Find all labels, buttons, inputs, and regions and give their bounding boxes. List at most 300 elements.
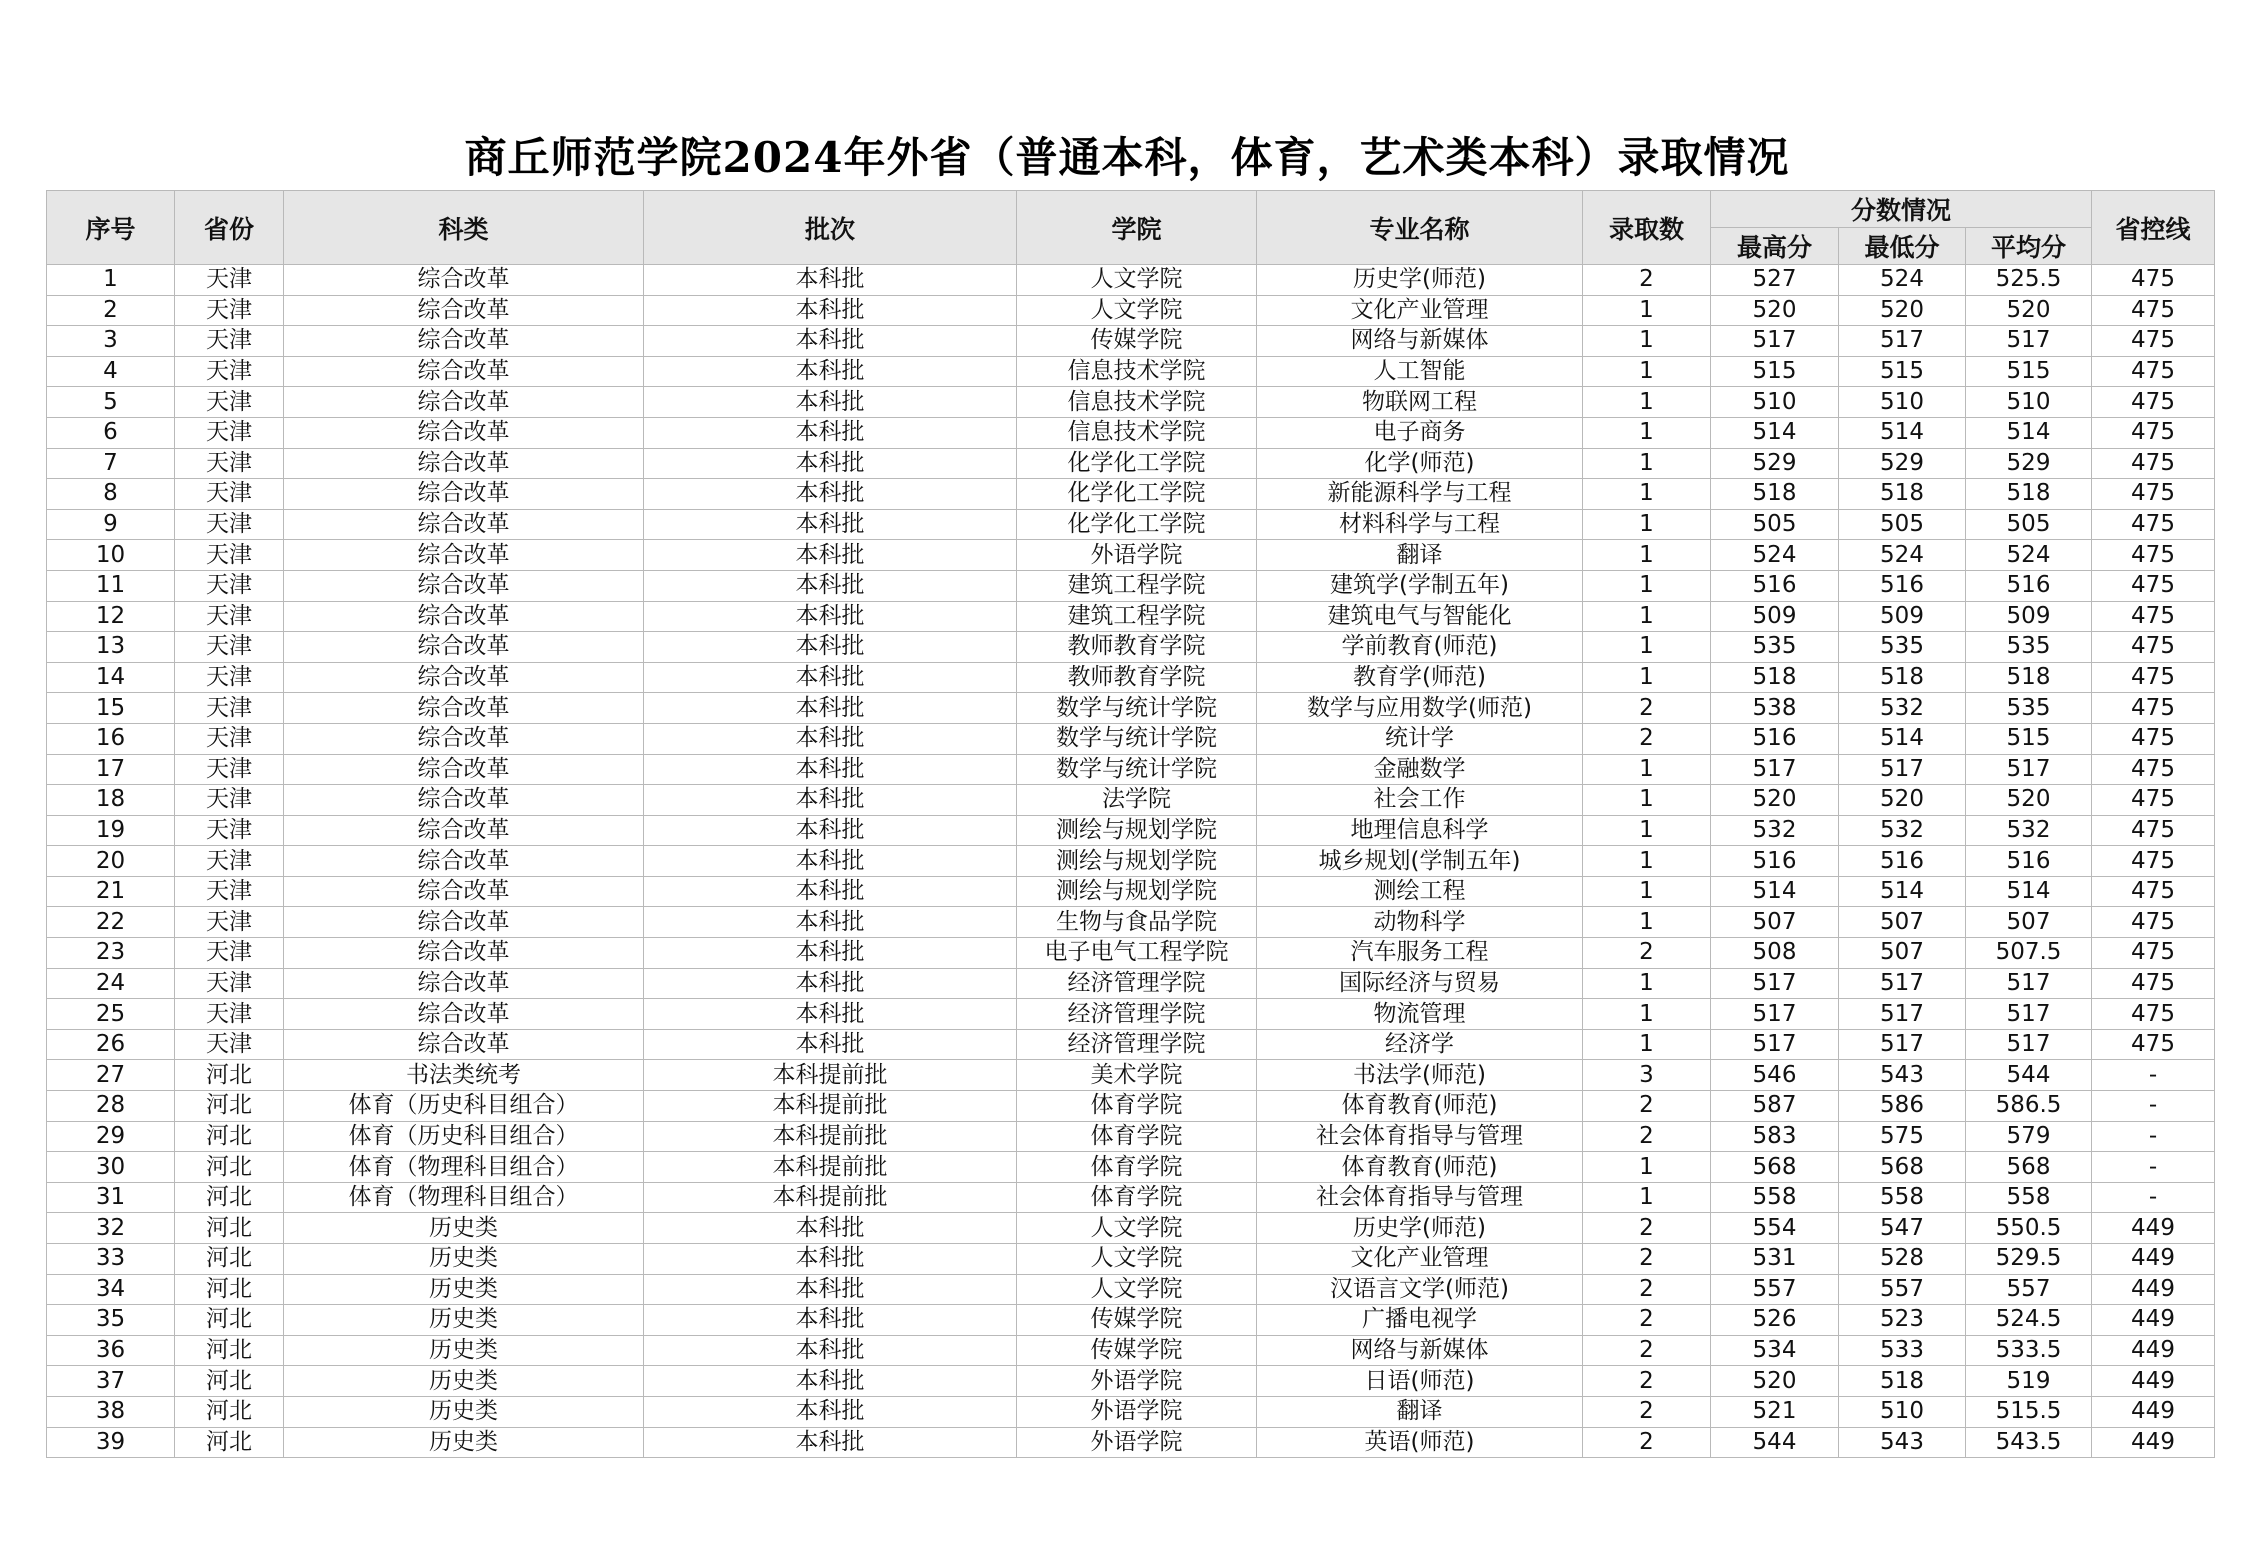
table-row <box>47 938 2215 969</box>
header-min-score: 最低分 <box>1839 228 1966 265</box>
category-cell: 体育（历史科目组合） <box>284 1121 644 1152</box>
max-score-cell: 508 <box>1711 938 1839 969</box>
major-cell: 体育教育(师范) <box>1257 1152 1583 1183</box>
table-row <box>47 1060 2215 1091</box>
college-cell: 测绘与规划学院 <box>1017 846 1257 877</box>
avg-score-cell: 544 <box>1966 1060 2092 1091</box>
control-line-cell: 475 <box>2092 662 2215 693</box>
min-score-cell: 507 <box>1839 938 1966 969</box>
batch-cell: 本科批 <box>644 479 1017 510</box>
major-cell: 翻译 <box>1257 540 1583 571</box>
college-cell: 体育学院 <box>1017 1091 1257 1122</box>
avg-score-cell: 520 <box>1966 785 2092 816</box>
admitted-cell: 1 <box>1583 601 1711 632</box>
major-cell: 城乡规划(学制五年) <box>1257 846 1583 877</box>
province-cell: 天津 <box>175 662 284 693</box>
category-cell: 综合改革 <box>284 387 644 418</box>
table-row <box>47 693 2215 724</box>
province-cell: 河北 <box>175 1213 284 1244</box>
college-cell: 化学化工学院 <box>1017 479 1257 510</box>
max-score-cell: 516 <box>1711 846 1839 877</box>
avg-score-cell: 507.5 <box>1966 938 2092 969</box>
avg-score-cell: 524.5 <box>1966 1305 2092 1336</box>
major-cell: 翻译 <box>1257 1396 1583 1427</box>
seq-cell: 37 <box>47 1366 175 1397</box>
category-cell: 综合改革 <box>284 907 644 938</box>
avg-score-cell: 510 <box>1966 387 2092 418</box>
category-cell: 体育（物理科目组合） <box>284 1182 644 1213</box>
seq-cell: 14 <box>47 662 175 693</box>
avg-score-cell: 515.5 <box>1966 1396 2092 1427</box>
batch-cell: 本科批 <box>644 1244 1017 1275</box>
college-cell: 外语学院 <box>1017 540 1257 571</box>
table-row <box>47 295 2215 326</box>
seq-cell: 23 <box>47 938 175 969</box>
college-cell: 生物与食品学院 <box>1017 907 1257 938</box>
seq-cell: 18 <box>47 785 175 816</box>
table-row <box>47 326 2215 357</box>
control-line-cell: 449 <box>2092 1366 2215 1397</box>
control-line-cell: 475 <box>2092 387 2215 418</box>
batch-cell: 本科批 <box>644 815 1017 846</box>
admitted-cell: 1 <box>1583 417 1711 448</box>
province-cell: 天津 <box>175 356 284 387</box>
max-score-cell: 507 <box>1711 907 1839 938</box>
batch-cell: 本科提前批 <box>644 1182 1017 1213</box>
header-seq: 序号 <box>47 191 175 265</box>
college-cell: 美术学院 <box>1017 1060 1257 1091</box>
category-cell: 综合改革 <box>284 540 644 571</box>
table-row <box>47 1213 2215 1244</box>
avg-score-cell: 557 <box>1966 1274 2092 1305</box>
category-cell: 体育（历史科目组合） <box>284 1091 644 1122</box>
admitted-cell: 2 <box>1583 723 1711 754</box>
seq-cell: 17 <box>47 754 175 785</box>
seq-cell: 21 <box>47 876 175 907</box>
max-score-cell: 517 <box>1711 968 1839 999</box>
avg-score-cell: 558 <box>1966 1182 2092 1213</box>
seq-cell: 10 <box>47 540 175 571</box>
control-line-cell: 475 <box>2092 999 2215 1030</box>
batch-cell: 本科批 <box>644 1029 1017 1060</box>
control-line-cell: 475 <box>2092 754 2215 785</box>
min-score-cell: 509 <box>1839 601 1966 632</box>
province-cell: 天津 <box>175 1029 284 1060</box>
category-cell: 综合改革 <box>284 570 644 601</box>
table-body <box>47 265 2215 1458</box>
min-score-cell: 514 <box>1839 723 1966 754</box>
table-row <box>47 479 2215 510</box>
batch-cell: 本科批 <box>644 938 1017 969</box>
batch-cell: 本科批 <box>644 662 1017 693</box>
seq-cell: 20 <box>47 846 175 877</box>
max-score-cell: 518 <box>1711 479 1839 510</box>
min-score-cell: 547 <box>1839 1213 1966 1244</box>
major-cell: 经济学 <box>1257 1029 1583 1060</box>
max-score-cell: 532 <box>1711 815 1839 846</box>
major-cell: 社会工作 <box>1257 785 1583 816</box>
admitted-cell: 1 <box>1583 326 1711 357</box>
max-score-cell: 510 <box>1711 387 1839 418</box>
max-score-cell: 568 <box>1711 1152 1839 1183</box>
batch-cell: 本科批 <box>644 448 1017 479</box>
college-cell: 人文学院 <box>1017 1213 1257 1244</box>
batch-cell: 本科批 <box>644 999 1017 1030</box>
control-line-cell: - <box>2092 1121 2215 1152</box>
category-cell: 综合改革 <box>284 693 644 724</box>
admitted-cell: 2 <box>1583 1121 1711 1152</box>
control-line-cell: 475 <box>2092 876 2215 907</box>
college-cell: 教师教育学院 <box>1017 632 1257 663</box>
seq-cell: 6 <box>47 417 175 448</box>
min-score-cell: 507 <box>1839 907 1966 938</box>
table-row <box>47 876 2215 907</box>
control-line-cell: - <box>2092 1182 2215 1213</box>
major-cell: 体育教育(师范) <box>1257 1091 1583 1122</box>
college-cell: 人文学院 <box>1017 1244 1257 1275</box>
category-cell: 历史类 <box>284 1274 644 1305</box>
category-cell: 综合改革 <box>284 876 644 907</box>
batch-cell: 本科批 <box>644 723 1017 754</box>
min-score-cell: 518 <box>1839 1366 1966 1397</box>
category-cell: 综合改革 <box>284 479 644 510</box>
college-cell: 体育学院 <box>1017 1182 1257 1213</box>
province-cell: 天津 <box>175 968 284 999</box>
avg-score-cell: 517 <box>1966 1029 2092 1060</box>
batch-cell: 本科批 <box>644 785 1017 816</box>
header-batch: 批次 <box>644 191 1017 265</box>
max-score-cell: 514 <box>1711 417 1839 448</box>
category-cell: 综合改革 <box>284 815 644 846</box>
major-cell: 物联网工程 <box>1257 387 1583 418</box>
table-row <box>47 1305 2215 1336</box>
admitted-cell: 1 <box>1583 295 1711 326</box>
province-cell: 天津 <box>175 632 284 663</box>
avg-score-cell: 550.5 <box>1966 1213 2092 1244</box>
seq-cell: 13 <box>47 632 175 663</box>
table-row <box>47 1274 2215 1305</box>
table-row <box>47 1182 2215 1213</box>
admitted-cell: 1 <box>1583 540 1711 571</box>
seq-cell: 1 <box>47 265 175 296</box>
control-line-cell: 475 <box>2092 907 2215 938</box>
max-score-cell: 505 <box>1711 509 1839 540</box>
control-line-cell: 475 <box>2092 968 2215 999</box>
category-cell: 体育（物理科目组合） <box>284 1152 644 1183</box>
avg-score-cell: 505 <box>1966 509 2092 540</box>
batch-cell: 本科批 <box>644 326 1017 357</box>
table-row <box>47 1366 2215 1397</box>
province-cell: 天津 <box>175 938 284 969</box>
admitted-cell: 1 <box>1583 570 1711 601</box>
header-college: 学院 <box>1017 191 1257 265</box>
max-score-cell: 514 <box>1711 876 1839 907</box>
major-cell: 汉语言文学(师范) <box>1257 1274 1583 1305</box>
table-row <box>47 1029 2215 1060</box>
college-cell: 电子电气工程学院 <box>1017 938 1257 969</box>
min-score-cell: 510 <box>1839 1396 1966 1427</box>
category-cell: 书法类统考 <box>284 1060 644 1091</box>
min-score-cell: 586 <box>1839 1091 1966 1122</box>
min-score-cell: 533 <box>1839 1335 1966 1366</box>
seq-cell: 19 <box>47 815 175 846</box>
province-cell: 河北 <box>175 1060 284 1091</box>
major-cell: 统计学 <box>1257 723 1583 754</box>
province-cell: 天津 <box>175 876 284 907</box>
major-cell: 日语(师范) <box>1257 1366 1583 1397</box>
seq-cell: 24 <box>47 968 175 999</box>
avg-score-cell: 520 <box>1966 295 2092 326</box>
max-score-cell: 557 <box>1711 1274 1839 1305</box>
control-line-cell: - <box>2092 1060 2215 1091</box>
college-cell: 体育学院 <box>1017 1121 1257 1152</box>
min-score-cell: 529 <box>1839 448 1966 479</box>
table-row <box>47 999 2215 1030</box>
control-line-cell: 475 <box>2092 785 2215 816</box>
category-cell: 综合改革 <box>284 723 644 754</box>
major-cell: 电子商务 <box>1257 417 1583 448</box>
table-row <box>47 1091 2215 1122</box>
min-score-cell: 514 <box>1839 876 1966 907</box>
college-cell: 经济管理学院 <box>1017 968 1257 999</box>
category-cell: 历史类 <box>284 1213 644 1244</box>
major-cell: 测绘工程 <box>1257 876 1583 907</box>
control-line-cell: 449 <box>2092 1427 2215 1458</box>
category-cell: 综合改革 <box>284 417 644 448</box>
seq-cell: 28 <box>47 1091 175 1122</box>
province-cell: 河北 <box>175 1335 284 1366</box>
avg-score-cell: 515 <box>1966 723 2092 754</box>
batch-cell: 本科批 <box>644 601 1017 632</box>
province-cell: 天津 <box>175 295 284 326</box>
college-cell: 建筑工程学院 <box>1017 601 1257 632</box>
min-score-cell: 520 <box>1839 295 1966 326</box>
min-score-cell: 516 <box>1839 846 1966 877</box>
college-cell: 经济管理学院 <box>1017 1029 1257 1060</box>
province-cell: 天津 <box>175 907 284 938</box>
page-title: 商丘师范学院2024年外省（普通本科，体育，艺术类本科）录取情况 <box>464 133 1790 182</box>
min-score-cell: 575 <box>1839 1121 1966 1152</box>
college-cell: 人文学院 <box>1017 1274 1257 1305</box>
max-score-cell: 583 <box>1711 1121 1839 1152</box>
category-cell: 综合改革 <box>284 295 644 326</box>
major-cell: 地理信息科学 <box>1257 815 1583 846</box>
avg-score-cell: 517 <box>1966 754 2092 785</box>
province-cell: 河北 <box>175 1182 284 1213</box>
min-score-cell: 518 <box>1839 479 1966 510</box>
avg-score-cell: 515 <box>1966 356 2092 387</box>
max-score-cell: 524 <box>1711 540 1839 571</box>
admitted-cell: 1 <box>1583 632 1711 663</box>
table-row <box>47 417 2215 448</box>
province-cell: 天津 <box>175 601 284 632</box>
seq-cell: 33 <box>47 1244 175 1275</box>
control-line-cell: 475 <box>2092 601 2215 632</box>
batch-cell: 本科提前批 <box>644 1152 1017 1183</box>
seq-cell: 9 <box>47 509 175 540</box>
seq-cell: 39 <box>47 1427 175 1458</box>
table-row <box>47 448 2215 479</box>
admitted-cell: 1 <box>1583 356 1711 387</box>
batch-cell: 本科批 <box>644 754 1017 785</box>
category-cell: 综合改革 <box>284 968 644 999</box>
header-major: 专业名称 <box>1257 191 1583 265</box>
avg-score-cell: 529.5 <box>1966 1244 2092 1275</box>
batch-cell: 本科批 <box>644 632 1017 663</box>
major-cell: 历史学(师范) <box>1257 1213 1583 1244</box>
max-score-cell: 526 <box>1711 1305 1839 1336</box>
max-score-cell: 517 <box>1711 326 1839 357</box>
province-cell: 天津 <box>175 815 284 846</box>
max-score-cell: 516 <box>1711 570 1839 601</box>
control-line-cell: - <box>2092 1091 2215 1122</box>
max-score-cell: 520 <box>1711 1366 1839 1397</box>
category-cell: 历史类 <box>284 1244 644 1275</box>
seq-cell: 30 <box>47 1152 175 1183</box>
college-cell: 化学化工学院 <box>1017 509 1257 540</box>
major-cell: 广播电视学 <box>1257 1305 1583 1336</box>
major-cell: 人工智能 <box>1257 356 1583 387</box>
admitted-cell: 2 <box>1583 938 1711 969</box>
table-row <box>47 570 2215 601</box>
control-line-cell: 475 <box>2092 356 2215 387</box>
control-line-cell: 475 <box>2092 509 2215 540</box>
admitted-cell: 2 <box>1583 1335 1711 1366</box>
avg-score-cell: 533.5 <box>1966 1335 2092 1366</box>
major-cell: 国际经济与贸易 <box>1257 968 1583 999</box>
seq-cell: 22 <box>47 907 175 938</box>
admission-table <box>46 190 2215 1458</box>
min-score-cell: 557 <box>1839 1274 1966 1305</box>
major-cell: 建筑学(学制五年) <box>1257 570 1583 601</box>
avg-score-cell: 517 <box>1966 968 2092 999</box>
seq-cell: 3 <box>47 326 175 357</box>
seq-cell: 38 <box>47 1396 175 1427</box>
admitted-cell: 1 <box>1583 479 1711 510</box>
max-score-cell: 544 <box>1711 1427 1839 1458</box>
province-cell: 天津 <box>175 387 284 418</box>
max-score-cell: 520 <box>1711 785 1839 816</box>
max-score-cell: 534 <box>1711 1335 1839 1366</box>
admitted-cell: 2 <box>1583 1305 1711 1336</box>
province-cell: 天津 <box>175 265 284 296</box>
admitted-cell: 1 <box>1583 387 1711 418</box>
min-score-cell: 524 <box>1839 265 1966 296</box>
batch-cell: 本科批 <box>644 1213 1017 1244</box>
major-cell: 教育学(师范) <box>1257 662 1583 693</box>
category-cell: 历史类 <box>284 1305 644 1336</box>
batch-cell: 本科批 <box>644 509 1017 540</box>
avg-score-cell: 529 <box>1966 448 2092 479</box>
category-cell: 综合改革 <box>284 448 644 479</box>
major-cell: 历史学(师范) <box>1257 265 1583 296</box>
batch-cell: 本科批 <box>644 265 1017 296</box>
min-score-cell: 505 <box>1839 509 1966 540</box>
min-score-cell: 517 <box>1839 754 1966 785</box>
admitted-cell: 1 <box>1583 907 1711 938</box>
admitted-cell: 2 <box>1583 1244 1711 1275</box>
admitted-cell: 1 <box>1583 754 1711 785</box>
province-cell: 河北 <box>175 1396 284 1427</box>
batch-cell: 本科批 <box>644 540 1017 571</box>
province-cell: 天津 <box>175 754 284 785</box>
table-row <box>47 1335 2215 1366</box>
major-cell: 网络与新媒体 <box>1257 326 1583 357</box>
batch-cell: 本科批 <box>644 1274 1017 1305</box>
max-score-cell: 518 <box>1711 662 1839 693</box>
max-score-cell: 509 <box>1711 601 1839 632</box>
major-cell: 社会体育指导与管理 <box>1257 1182 1583 1213</box>
avg-score-cell: 518 <box>1966 662 2092 693</box>
table-row <box>47 723 2215 754</box>
admitted-cell: 1 <box>1583 448 1711 479</box>
min-score-cell: 514 <box>1839 417 1966 448</box>
max-score-cell: 538 <box>1711 693 1839 724</box>
control-line-cell: 475 <box>2092 938 2215 969</box>
category-cell: 综合改革 <box>284 938 644 969</box>
college-cell: 经济管理学院 <box>1017 999 1257 1030</box>
seq-cell: 4 <box>47 356 175 387</box>
control-line-cell: 475 <box>2092 693 2215 724</box>
admitted-cell: 1 <box>1583 876 1711 907</box>
control-line-cell: 449 <box>2092 1213 2215 1244</box>
min-score-cell: 532 <box>1839 815 1966 846</box>
min-score-cell: 517 <box>1839 999 1966 1030</box>
control-line-cell: 475 <box>2092 448 2215 479</box>
admitted-cell: 1 <box>1583 662 1711 693</box>
batch-cell: 本科批 <box>644 1335 1017 1366</box>
min-score-cell: 516 <box>1839 570 1966 601</box>
control-line-cell: 475 <box>2092 479 2215 510</box>
admitted-cell: 1 <box>1583 968 1711 999</box>
college-cell: 测绘与规划学院 <box>1017 876 1257 907</box>
avg-score-cell: 525.5 <box>1966 265 2092 296</box>
seq-cell: 15 <box>47 693 175 724</box>
seq-cell: 26 <box>47 1029 175 1060</box>
batch-cell: 本科批 <box>644 968 1017 999</box>
admitted-cell: 1 <box>1583 785 1711 816</box>
college-cell: 传媒学院 <box>1017 326 1257 357</box>
table-row <box>47 632 2215 663</box>
table-row <box>47 968 2215 999</box>
major-cell: 新能源科学与工程 <box>1257 479 1583 510</box>
college-cell: 外语学院 <box>1017 1427 1257 1458</box>
province-cell: 天津 <box>175 417 284 448</box>
province-cell: 河北 <box>175 1274 284 1305</box>
avg-score-cell: 532 <box>1966 815 2092 846</box>
batch-cell: 本科批 <box>644 1305 1017 1336</box>
table-row <box>47 1396 2215 1427</box>
batch-cell: 本科批 <box>644 356 1017 387</box>
batch-cell: 本科批 <box>644 1366 1017 1397</box>
category-cell: 综合改革 <box>284 1029 644 1060</box>
province-cell: 天津 <box>175 540 284 571</box>
min-score-cell: 535 <box>1839 632 1966 663</box>
college-cell: 外语学院 <box>1017 1396 1257 1427</box>
header-province: 省份 <box>175 191 284 265</box>
major-cell: 汽车服务工程 <box>1257 938 1583 969</box>
category-cell: 历史类 <box>284 1335 644 1366</box>
seq-cell: 2 <box>47 295 175 326</box>
batch-cell: 本科批 <box>644 417 1017 448</box>
college-cell: 教师教育学院 <box>1017 662 1257 693</box>
header-score-group: 分数情况 <box>1711 191 2092 228</box>
table-row <box>47 509 2215 540</box>
batch-cell: 本科批 <box>644 387 1017 418</box>
avg-score-cell: 516 <box>1966 570 2092 601</box>
major-cell: 文化产业管理 <box>1257 295 1583 326</box>
max-score-cell: 527 <box>1711 265 1839 296</box>
